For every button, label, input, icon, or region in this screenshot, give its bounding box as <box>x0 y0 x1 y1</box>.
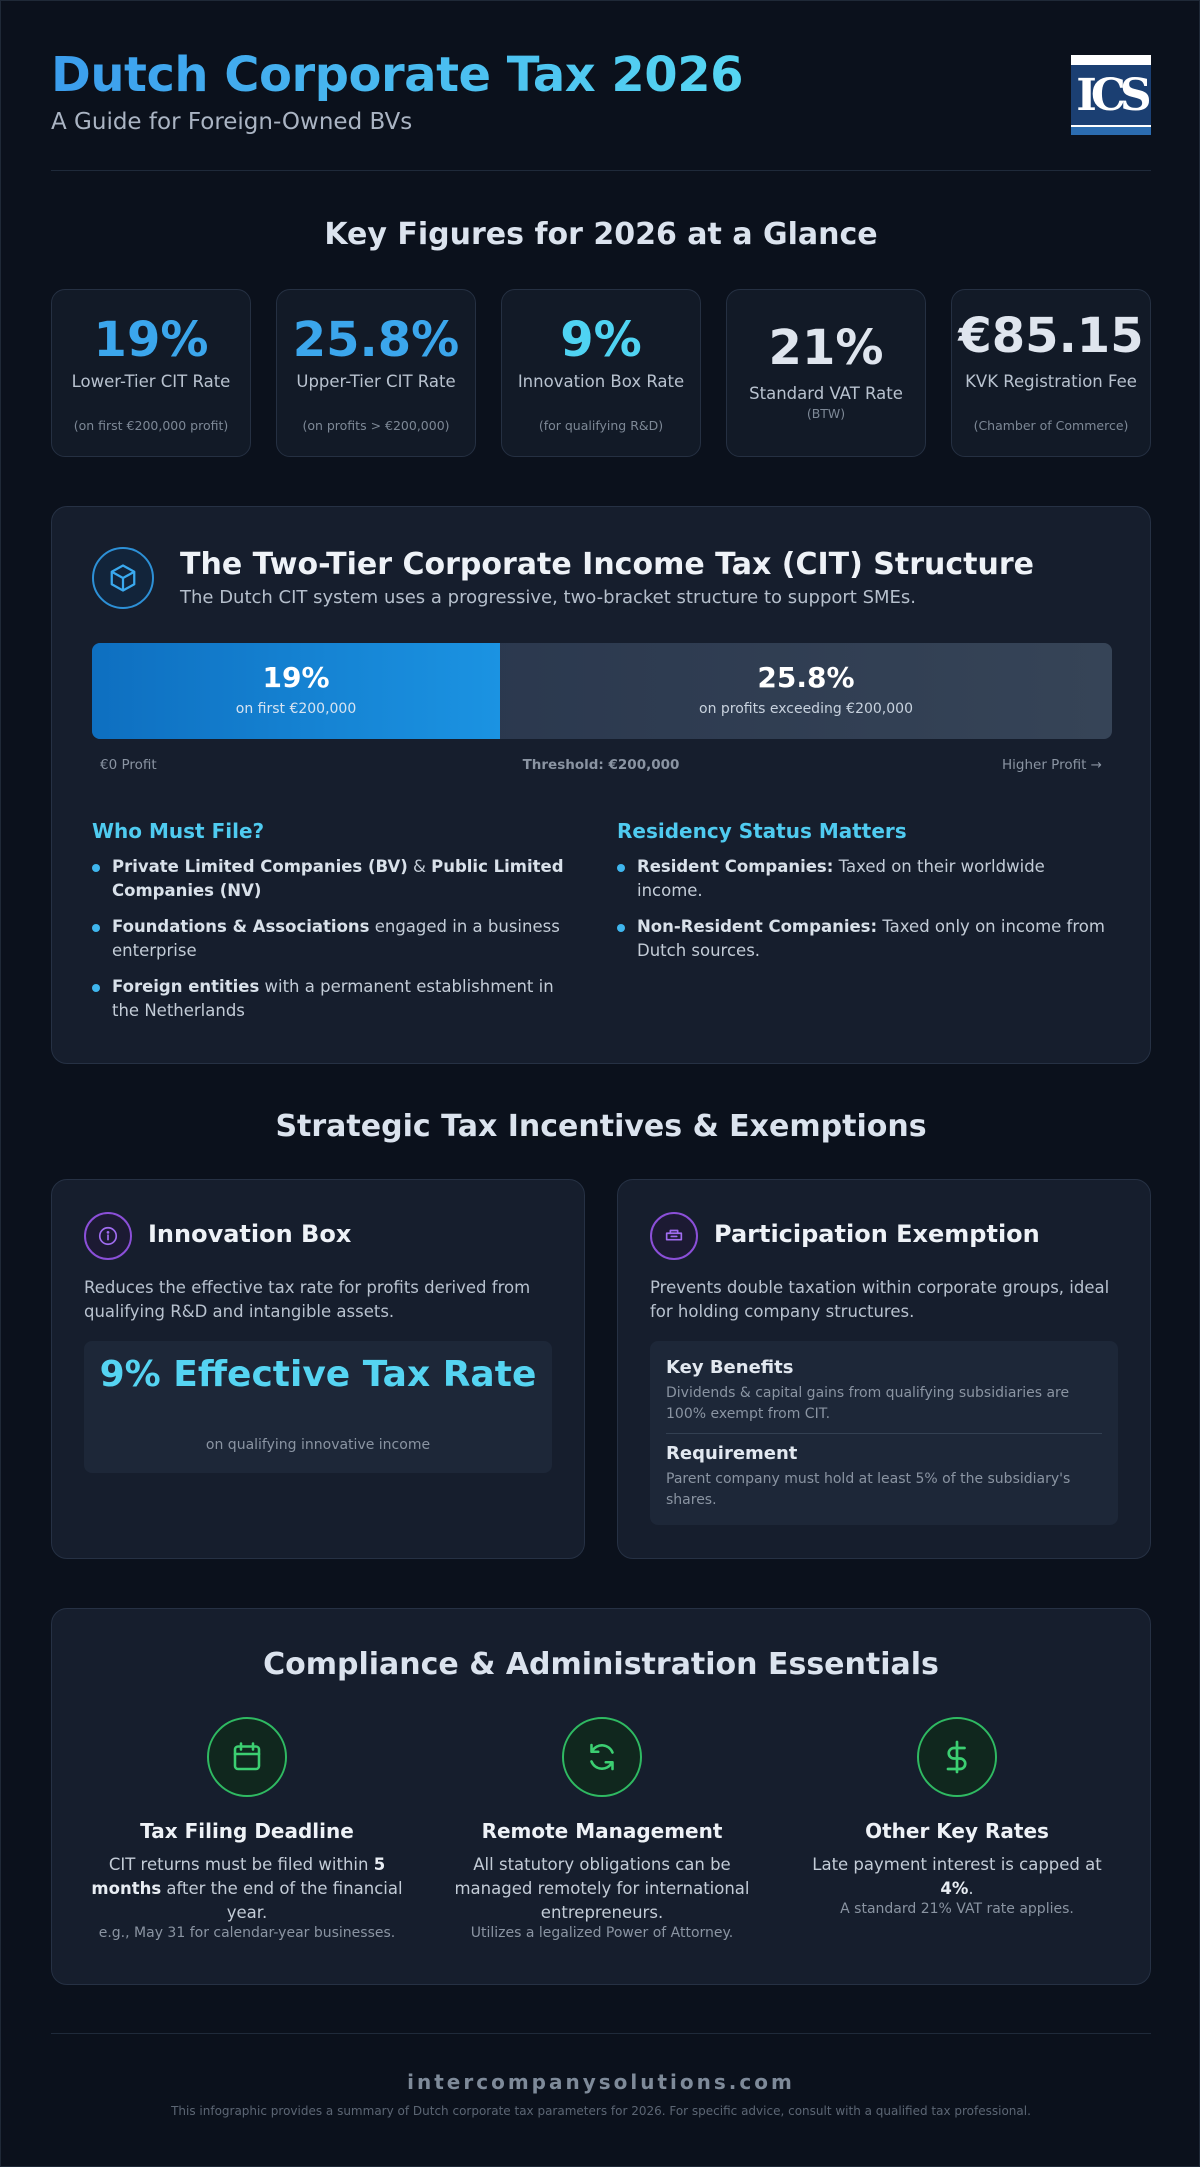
participation-exemption-description: Prevents double taxation within corporate groups, ideal for holding company structures. <box>650 1278 1110 1321</box>
key-figure-note: (on profits > €200,000) <box>302 418 450 433</box>
key-figure-label: KVK Registration Fee <box>965 372 1137 391</box>
remote-management-note: Utilizes a legalized Power of Attorney. <box>470 1925 734 1941</box>
cit-title: The Two-Tier Corporate Income Tax (CIT) Structure <box>180 547 1034 582</box>
filing-deadline-heading: Tax Filing Deadline <box>140 1819 354 1843</box>
upper-bracket-segment <box>500 643 1112 739</box>
compliance-panel <box>51 1608 1151 1985</box>
calendar-icon <box>207 1717 287 1797</box>
lower-bracket-rate: 19% <box>262 661 330 694</box>
list-item: Private Limited Companies (BV) & Public Limited Companies (NV) <box>92 855 572 903</box>
key-figure-value: €85.15 <box>958 308 1144 364</box>
residency-heading: Residency Status Matters <box>617 819 907 843</box>
upper-bracket-rate: 25.8% <box>757 661 855 694</box>
info-icon <box>84 1212 132 1260</box>
cube-icon <box>92 547 154 609</box>
other-rates-text: Late payment interest is capped at 4%. <box>812 1855 1102 1898</box>
transfer-icon <box>650 1212 698 1260</box>
key-figure-note: (BTW) <box>806 406 846 421</box>
page <box>51 1 1151 2118</box>
key-figure-note: (Chamber of Commerce) <box>973 418 1129 433</box>
page-title: Dutch Corporate Tax 2026 <box>51 47 743 103</box>
effective-rate-note: on qualifying innovative income <box>205 1437 431 1453</box>
participation-exemption-title: Participation Exemption <box>714 1220 1040 1248</box>
incentives-title: Strategic Tax Incentives & Exemptions <box>275 1109 927 1144</box>
exemption-details-box <box>650 1341 1118 1525</box>
compliance-title: Compliance & Administration Essentials <box>263 1647 939 1682</box>
who-must-file-list <box>92 855 572 1035</box>
key-figure-value: 19% <box>93 312 209 368</box>
key-figure-value: 21% <box>768 320 884 376</box>
key-figure-label: Lower-Tier CIT Rate <box>71 372 231 391</box>
lower-bracket-segment <box>92 643 500 739</box>
list-item: Non-Resident Companies: Taxed only on income from Dutch sources. <box>617 915 1112 963</box>
key-figure-label: Innovation Box Rate <box>517 372 685 391</box>
divider <box>666 1433 1102 1434</box>
list-item: Foreign entities with a permanent establishment in the Netherlands <box>92 975 572 1023</box>
key-figure-value: 9% <box>560 312 642 368</box>
dollar-icon <box>917 1717 997 1797</box>
innovation-box-card <box>51 1179 585 1559</box>
scale-threshold-label: Threshold: €200,000 <box>522 757 680 773</box>
residency-list <box>617 855 1112 975</box>
key-figure-card <box>276 289 476 457</box>
key-figure-card <box>51 289 251 457</box>
key-benefits-text: Dividends & capital gains from qualifying subsidiaries are 100% exempt from CIT. <box>666 1385 1070 1422</box>
scale-start-label: €0 Profit <box>100 757 157 773</box>
cit-subtitle: The Dutch CIT system uses a progressive, two-bracket structure to support SMEs. <box>180 587 916 608</box>
requirement-heading: Requirement <box>666 1443 798 1464</box>
header <box>51 1 1151 171</box>
participation-exemption-card <box>617 1179 1151 1559</box>
remote-management-heading: Remote Management <box>481 1819 723 1843</box>
key-figures-row <box>51 289 1151 457</box>
footer-disclaimer: This infographic provides a summary of Dutch corporate tax parameters for 2026. For specific advice, consult with a qualified tax professional. <box>171 2104 1031 2118</box>
effective-rate-box <box>84 1341 552 1473</box>
filing-deadline-text: CIT returns must be filed within 5 months after the end of the financial year. <box>91 1855 403 1922</box>
upper-bracket-note: on profits exceeding €200,000 <box>699 701 913 717</box>
company-logo <box>1071 55 1151 135</box>
filing-deadline-note: e.g., May 31 for calendar-year businesses. <box>98 1925 396 1941</box>
key-benefits-heading: Key Benefits <box>666 1357 794 1378</box>
key-figure-label: Upper-Tier CIT Rate <box>296 372 456 391</box>
remote-management-text: All statutory obligations can be managed remotely for international entrepreneurs. <box>454 1855 750 1922</box>
key-figure-card <box>951 289 1151 457</box>
key-figures-title: Key Figures for 2026 at a Glance <box>324 217 878 252</box>
key-figure-label: Standard VAT Rate <box>749 384 903 403</box>
footer-website[interactable]: intercompanysolutions.com <box>407 2070 795 2094</box>
other-rates-note: A standard 21% VAT rate applies. <box>840 1901 1074 1917</box>
cit-structure-panel <box>51 506 1151 1064</box>
requirement-text: Parent company must hold at least 5% of the subsidiary's shares. <box>666 1471 1071 1508</box>
innovation-box-title: Innovation Box <box>148 1220 352 1248</box>
footer <box>51 2033 1151 2118</box>
page-subtitle: A Guide for Foreign-Owned BVs <box>51 109 413 135</box>
list-item: Resident Companies: Taxed on their worldwide income. <box>617 855 1112 903</box>
tax-bracket-bar <box>92 643 1112 739</box>
key-figure-value: 25.8% <box>292 312 460 368</box>
key-figure-card <box>726 289 926 457</box>
key-figure-note: (on first €200,000 profit) <box>73 418 229 433</box>
who-must-file-heading: Who Must File? <box>92 819 265 843</box>
key-figure-card <box>501 289 701 457</box>
logo-text: ICS <box>1076 69 1146 121</box>
lower-bracket-note: on first €200,000 <box>235 701 357 717</box>
scale-end-label: Higher Profit → <box>1002 757 1102 773</box>
key-figure-note: (for qualifying R&D) <box>538 418 664 433</box>
list-item: Foundations & Associations engaged in a business enterprise <box>92 915 572 963</box>
effective-rate-highlight: 9% Effective Tax Rate <box>99 1354 537 1395</box>
refresh-icon <box>562 1717 642 1797</box>
other-rates-heading: Other Key Rates <box>865 1819 1049 1843</box>
innovation-box-description: Reduces the effective tax rate for profits derived from qualifying R&D and intangible assets. <box>84 1278 531 1321</box>
logo-stripe <box>1071 127 1151 135</box>
